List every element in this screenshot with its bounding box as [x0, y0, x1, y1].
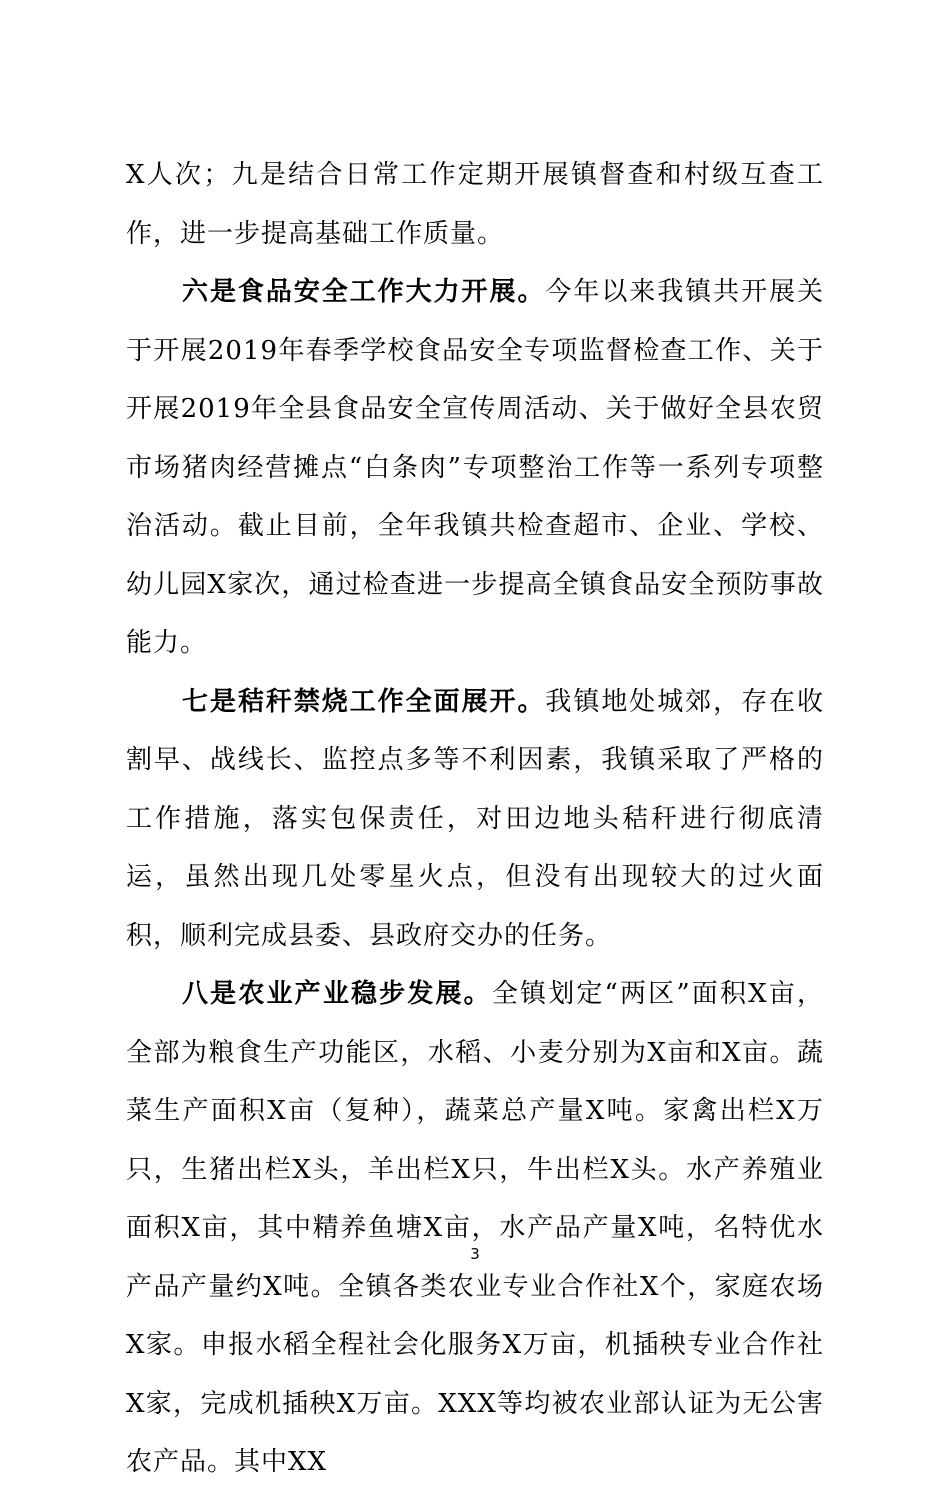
paragraph-lead-heading: 七是秸秆禁烧工作全面展开。 — [182, 686, 546, 717]
paragraph-food-safety — [126, 263, 824, 673]
paragraph-continuation — [126, 146, 824, 263]
paragraph-text: 我镇地处城郊，存在收割早、战线长、监控点多等不利因素，我镇采取了严格的工作措施，落实包保责任，对田边地头秸秆进行彻底清运，虽然出现几处零星火点，但没有出现较大的过火面积，顺利完成县委、县政府交办的任务。 — [126, 686, 824, 951]
paragraph-straw-burning-ban — [126, 673, 824, 966]
paragraph-text: X人次；九是结合日常工作定期开展镇督查和村级互查工作，进一步提高基础工作质量。 — [126, 160, 824, 249]
paragraph-lead-heading: 八是农业产业稳步发展。 — [182, 979, 492, 1009]
paragraph-text: 全镇划定“两区”面积X亩，全部为粮食生产功能区，水稻、小麦分别为X亩和X亩。蔬菜生产面积X亩（复种），蔬菜总产量X吨。家禽出栏X万只，生猪出栏X头，羊出栏X只，牛出栏X头。水产养殖业面积X亩，其中精养鱼塘X亩，水产品产量X吨，名特优水产品产量约X吨。全镇各类农业专业合作社X个，家庭农场X家。申报水稻全程社会化服务X万亩，机插秧专业合作社X家，完成机插秧X万亩。XXX等均被农业部认证为无公害农产品。其中XX — [126, 979, 824, 1477]
paragraph-agriculture — [126, 965, 824, 1492]
paragraph-lead-heading: 六是食品安全工作大力开展。 — [182, 277, 546, 307]
page-number: 3 — [470, 1245, 480, 1263]
paragraph-text: 今年以来我镇共开展关于开展2019年春季学校食品安全专项监督检查工作、关于开展2019年全县食品安全宣传周活动、关于做好全县农贸市场猪肉经营摊点“白条肉”专项整治工作等一系列专项整治活动。截止目前，全年我镇共检查超市、企业、学校、幼儿园X家次，通过检查进一步提高全镇食品安全预防事故能力。 — [126, 277, 824, 658]
body-text — [126, 146, 824, 1492]
